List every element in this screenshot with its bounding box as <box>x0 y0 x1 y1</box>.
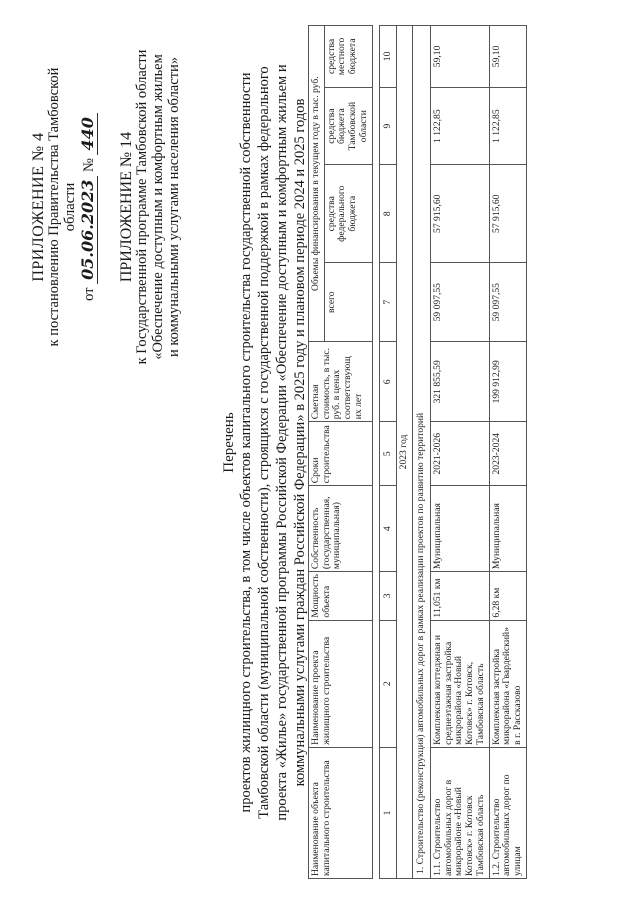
cell-regional: 1 122,85 <box>430 87 489 165</box>
cell-federal: 57 915,60 <box>430 165 489 263</box>
appendix-4-title: ПРИЛОЖЕНИЕ № 4 <box>30 132 47 282</box>
column-number: 9 <box>379 87 397 165</box>
column-number: 4 <box>379 486 397 572</box>
header-federal: средства федерального бюджета <box>324 165 372 263</box>
from-label: от <box>80 287 97 301</box>
appendix-14-line1: к Государственной программе Тамбовской области <box>134 49 151 365</box>
header-project-name: Наименование проекта жилищного строительства <box>309 620 373 747</box>
header-object-name: Наименование объекта капитального строительства <box>309 747 373 878</box>
cell-federal: 57 915,60 <box>489 165 526 263</box>
cell-ownership: Муниципальная <box>430 486 489 572</box>
title-line3: проекта «Жилье» государственной программы Российской Федерации «Обеспечение доступным и комфортным жильем и <box>274 64 291 821</box>
cell-terms: 2023-2024 <box>489 422 526 486</box>
section-row <box>413 26 431 879</box>
cell-cost: 321 855,59 <box>430 342 489 422</box>
header-financing-group: Объемы финансирования в текущем году в тыс. руб. <box>309 26 325 342</box>
appendix-14-line3: и коммунальными услугами населения области» <box>165 56 182 358</box>
appendix-4-block <box>30 42 97 372</box>
appendix-14-line2: «Обеспечение доступным и комфортным жильем <box>149 54 166 360</box>
header-total: всего <box>324 263 372 342</box>
table-row <box>489 26 526 879</box>
cell-project: Комплексная коттеджная и среднеэтажная застройка микрорайона «Новый Котовск» г. Котовск, Тамбовская область <box>430 620 489 747</box>
appendix-4-date-line <box>79 42 98 372</box>
year-label: 2023 год <box>397 26 413 879</box>
cell-terms: 2021-2026 <box>430 422 489 486</box>
header-local: средства местного бюджета <box>324 26 372 88</box>
header-cost: Сметная стоимость, в тыс. руб. в ценах соответствующ их лет <box>309 342 373 422</box>
cell-cost: 199 912,99 <box>489 342 526 422</box>
title-line2: Тамбовской области (муниципальной собственности), строящихся с государственной поддержкой в рамках федерального <box>256 66 273 819</box>
cell-capacity: 11,051 км <box>430 572 489 620</box>
cell-total: 59 097,55 <box>430 263 489 342</box>
table-row <box>430 26 489 879</box>
document-title <box>220 20 310 865</box>
column-number: 8 <box>379 165 397 263</box>
column-number: 6 <box>379 342 397 422</box>
table-gap <box>372 26 379 879</box>
header-capacity: Мощность объекта <box>309 572 373 620</box>
number-sign: № <box>80 158 97 173</box>
cell-total: 59 097,55 <box>489 263 526 342</box>
title-line4: коммунальными услугами граждан Российской Федерации» в 2025 году и плановом периоде 2024 и 2025 годов <box>291 98 308 787</box>
cell-capacity: 6,28 км <box>489 572 526 620</box>
cell-project: Комплексная застройка микрорайона «Гвардейский» в г. Рассказово <box>489 620 526 747</box>
column-number: 1 <box>379 747 397 878</box>
column-number: 10 <box>379 26 397 88</box>
cell-local: 59,10 <box>489 26 526 88</box>
appendix-14-title: ПРИЛОЖЕНИЕ № 14 <box>118 131 135 283</box>
header-row-1 <box>309 26 325 879</box>
cell-regional: 1 122,85 <box>489 87 526 165</box>
handwritten-date: 05.06.2023 <box>78 176 98 284</box>
header-terms: Сроки строительства <box>309 422 373 486</box>
section-label: 1. Строительство (реконструкция) автомобильных дорог в рамках реализации проектов по развитию территорий <box>413 26 431 879</box>
appendix-4-line: к постановлению Правительства Тамбовской области <box>46 67 78 347</box>
cell-object: 1.1. Строительство автомобильных дорог в микрорайоне «Новый Котовск» г. Котовск Тамбовская область <box>430 747 489 878</box>
handwritten-number: 440 <box>78 113 98 154</box>
header-regional: средства бюджета Тамбовской области <box>324 87 372 165</box>
column-number: 3 <box>379 572 397 620</box>
column-number: 2 <box>379 620 397 747</box>
objects-table <box>308 25 527 879</box>
title-head: Перечень <box>221 412 237 473</box>
title-line1: проектов жилищного строительства, в том числе объектов капитального строительства государственной собственности <box>238 72 255 813</box>
column-number: 7 <box>379 263 397 342</box>
column-number: 5 <box>379 422 397 486</box>
appendix-14-block <box>118 42 182 372</box>
column-numbers-row <box>379 26 397 879</box>
cell-local: 59,10 <box>430 26 489 88</box>
cell-object: 1.2. Строительство автомобильных дорог по улицам <box>489 747 526 878</box>
cell-ownership: Муниципальная <box>489 486 526 572</box>
header-ownership: Собственность (государственная, муниципальная) <box>309 486 373 572</box>
year-row <box>397 26 413 879</box>
